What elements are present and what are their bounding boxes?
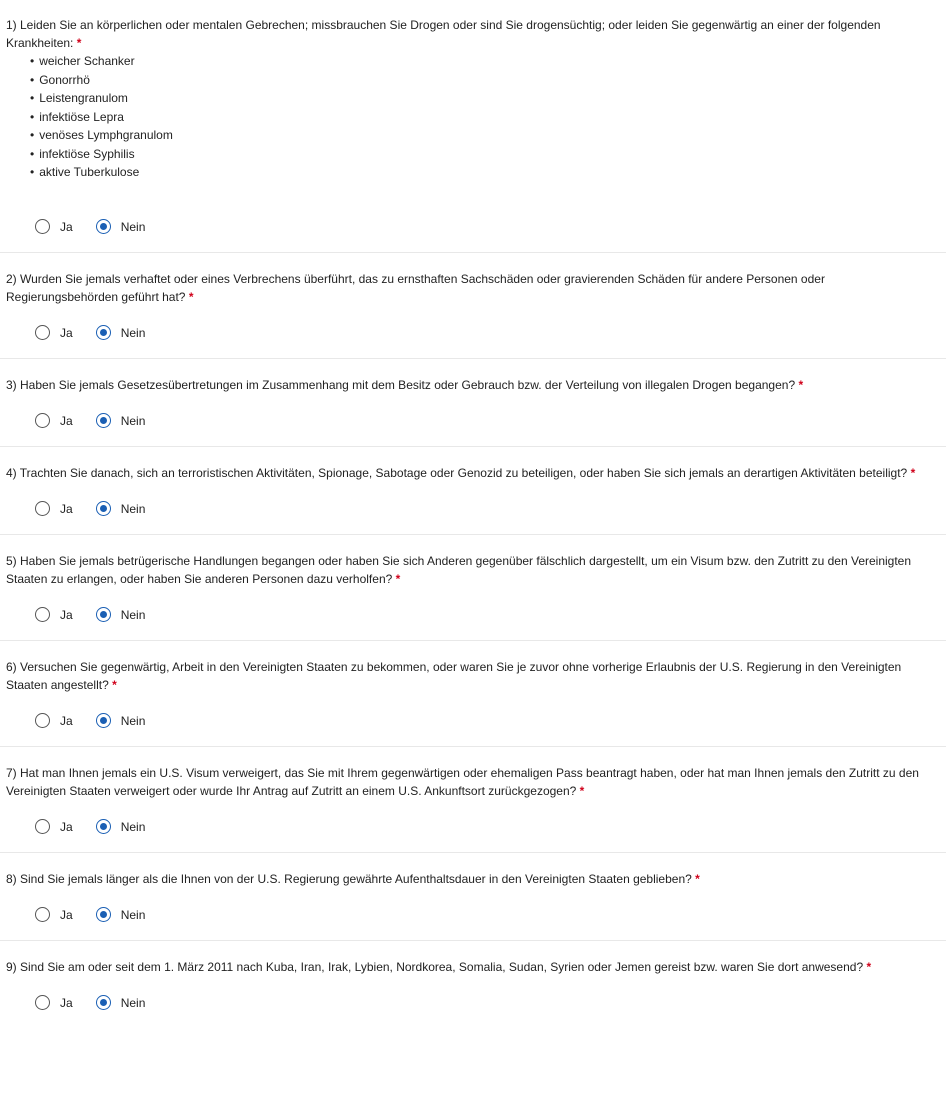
answer-radio-group bbox=[6, 322, 946, 344]
question-6 bbox=[0, 641, 946, 747]
disease-list bbox=[30, 52, 946, 182]
radio-option-ja[interactable] bbox=[35, 325, 73, 340]
radio-option-ja[interactable] bbox=[35, 819, 73, 834]
radio-option-nein[interactable] bbox=[96, 819, 146, 834]
radio-option-nein[interactable] bbox=[96, 413, 146, 428]
question-text: 9) Sind Sie am oder seit dem 1. März 2011 nach Kuba, Iran, Irak, Lybien, Nordkorea, Somalia, Sudan, Syrien oder Jemen gereist bzw. waren Sie dort anwesend? * bbox=[6, 959, 872, 974]
radio-option-nein[interactable] bbox=[96, 995, 146, 1010]
radio-button-ja[interactable] bbox=[35, 219, 50, 234]
question-7 bbox=[0, 747, 946, 853]
radio-selected-dot bbox=[100, 223, 107, 230]
question-text: 3) Haben Sie jemals Gesetzesübertretungen im Zusammenhang mit dem Besitz oder Gebrauch bzw. der Verteilung von illegalen Drogen begangen? * bbox=[6, 377, 804, 392]
radio-label-ja: Ja bbox=[60, 501, 73, 516]
radio-option-nein[interactable] bbox=[96, 607, 146, 622]
radio-button-nein[interactable] bbox=[96, 907, 111, 922]
radio-label-nein: Nein bbox=[120, 219, 146, 234]
radio-option-nein[interactable] bbox=[96, 907, 146, 922]
radio-option-nein[interactable] bbox=[96, 325, 146, 340]
radio-label-nein: Nein bbox=[120, 995, 146, 1010]
radio-button-ja[interactable] bbox=[35, 907, 50, 922]
radio-label-ja: Ja bbox=[60, 219, 73, 234]
question-8 bbox=[0, 853, 946, 941]
radio-label-nein: Nein bbox=[120, 413, 146, 428]
question-text: 5) Haben Sie jemals betrügerische Handlungen begangen oder haben Sie sich Anderen gegenüber fälschlich dargestellt, um ein Visum bzw. den Zutritt zu den Vereinigten Staaten zu erlangen, oder haben Sie anderen Personen dazu verholfen? * bbox=[6, 553, 912, 586]
radio-button-nein[interactable] bbox=[96, 819, 111, 834]
radio-label-ja: Ja bbox=[60, 907, 73, 922]
radio-button-ja[interactable] bbox=[35, 819, 50, 834]
radio-option-nein[interactable] bbox=[96, 501, 146, 516]
radio-button-nein[interactable] bbox=[96, 995, 111, 1010]
radio-button-nein[interactable] bbox=[96, 607, 111, 622]
answer-radio-group bbox=[6, 710, 946, 732]
radio-label-nein: Nein bbox=[120, 713, 146, 728]
answer-radio-group bbox=[6, 410, 946, 432]
answer-radio-group bbox=[6, 216, 946, 238]
list-item: • weicher Schanker bbox=[30, 52, 946, 71]
radio-label-nein: Nein bbox=[120, 907, 146, 922]
radio-button-nein[interactable] bbox=[96, 413, 111, 428]
radio-option-ja[interactable] bbox=[35, 501, 73, 516]
radio-option-nein[interactable] bbox=[96, 713, 146, 728]
answer-radio-group bbox=[6, 816, 946, 838]
radio-selected-dot bbox=[100, 911, 107, 918]
radio-button-ja[interactable] bbox=[35, 995, 50, 1010]
radio-label-ja: Ja bbox=[60, 607, 73, 622]
question-text: 8) Sind Sie jemals länger als die Ihnen von der U.S. Regierung gewährte Aufenthaltsdauer in den Vereinigten Staaten geblieben? * bbox=[6, 871, 700, 886]
radio-option-ja[interactable] bbox=[35, 995, 73, 1010]
radio-button-nein[interactable] bbox=[96, 325, 111, 340]
question-9 bbox=[0, 941, 946, 1014]
radio-option-nein[interactable] bbox=[96, 219, 146, 234]
radio-label-ja: Ja bbox=[60, 325, 73, 340]
required-marker: * bbox=[695, 871, 700, 886]
radio-option-ja[interactable] bbox=[35, 219, 73, 234]
answer-radio-group bbox=[6, 498, 946, 520]
required-marker: * bbox=[579, 783, 585, 798]
radio-button-ja[interactable] bbox=[35, 501, 50, 516]
radio-selected-dot bbox=[100, 611, 107, 618]
radio-selected-dot bbox=[100, 823, 107, 830]
radio-button-nein[interactable] bbox=[96, 501, 111, 516]
radio-label-nein: Nein bbox=[120, 325, 146, 340]
answer-radio-group bbox=[6, 604, 946, 626]
required-marker: * bbox=[866, 959, 872, 974]
radio-button-ja[interactable] bbox=[35, 325, 50, 340]
radio-selected-dot bbox=[100, 999, 107, 1006]
radio-label-ja: Ja bbox=[60, 713, 73, 728]
radio-button-nein[interactable] bbox=[96, 219, 111, 234]
question-4 bbox=[0, 447, 946, 535]
question-text: 6) Versuchen Sie gegenwärtig, Arbeit in den Vereinigten Staaten zu bekommen, oder waren Sie je zuvor ohne vorherige Erlaubnis der U.S. Regierung in den Vereinigten Staaten angestellt? * bbox=[6, 659, 902, 692]
required-marker: * bbox=[76, 36, 82, 50]
list-item: • aktive Tuberkulose bbox=[30, 163, 946, 182]
radio-label-ja: Ja bbox=[60, 995, 73, 1010]
radio-button-ja[interactable] bbox=[35, 607, 50, 622]
question-text: 4) Trachten Sie danach, sich an terroristischen Aktivitäten, Spionage, Sabotage oder Genozid zu beteiligen, oder haben Sie sich jemals an derartigen Aktivitäten beteiligt? * bbox=[6, 465, 916, 480]
radio-option-ja[interactable] bbox=[35, 713, 73, 728]
question-3 bbox=[0, 359, 946, 447]
question-text: 7) Hat man Ihnen jemals ein U.S. Visum verweigert, das Sie mit Ihrem gegenwärtigen oder ehemaligen Pass beantragt haben, oder hat man Ihnen jemals den Zutritt zu den Vereinigten Staaten verweigert oder wurde Ihr Antrag auf Zutritt an einem U.S. Ankunftsort zurückgezogen? * bbox=[6, 765, 919, 798]
question-2 bbox=[0, 253, 946, 359]
required-marker: * bbox=[798, 377, 804, 392]
list-item: • Gonorrhö bbox=[30, 71, 946, 90]
list-item: • infektiöse Lepra bbox=[30, 108, 946, 127]
radio-button-nein[interactable] bbox=[96, 713, 111, 728]
required-marker: * bbox=[910, 465, 916, 480]
radio-option-ja[interactable] bbox=[35, 607, 73, 622]
radio-button-ja[interactable] bbox=[35, 413, 50, 428]
radio-selected-dot bbox=[100, 329, 107, 336]
answer-radio-group bbox=[6, 904, 946, 926]
question-text: 1) Leiden Sie an körperlichen oder mentalen Gebrechen; missbrauchen Sie Drogen oder sind Sie drogensüchtig; oder leiden Sie gegenwärtig an einer der folgenden Krankheiten: * bbox=[6, 18, 881, 50]
radio-option-ja[interactable] bbox=[35, 907, 73, 922]
radio-selected-dot bbox=[100, 717, 107, 724]
list-item: • infektiöse Syphilis bbox=[30, 145, 946, 164]
radio-label-ja: Ja bbox=[60, 413, 73, 428]
radio-selected-dot bbox=[100, 417, 107, 424]
answer-radio-group bbox=[6, 992, 946, 1014]
radio-label-nein: Nein bbox=[120, 819, 146, 834]
radio-label-nein: Nein bbox=[120, 501, 146, 516]
question-5 bbox=[0, 535, 946, 641]
required-marker: * bbox=[112, 677, 117, 692]
list-item: • Leistengranulom bbox=[30, 89, 946, 108]
required-marker: * bbox=[395, 571, 401, 586]
required-marker: * bbox=[188, 289, 194, 304]
radio-button-ja[interactable] bbox=[35, 713, 50, 728]
radio-selected-dot bbox=[100, 505, 107, 512]
list-item: • venöses Lymphgranulom bbox=[30, 126, 946, 145]
question-1 bbox=[0, 0, 946, 253]
radio-label-ja: Ja bbox=[60, 819, 73, 834]
question-text: 2) Wurden Sie jemals verhaftet oder eines Verbrechens überführt, das zu ernsthaften Sachschäden oder gravierenden Schäden für andere Personen oder Regierungsbehörden geführt hat? * bbox=[6, 271, 825, 304]
radio-label-nein: Nein bbox=[120, 607, 146, 622]
radio-option-ja[interactable] bbox=[35, 413, 73, 428]
